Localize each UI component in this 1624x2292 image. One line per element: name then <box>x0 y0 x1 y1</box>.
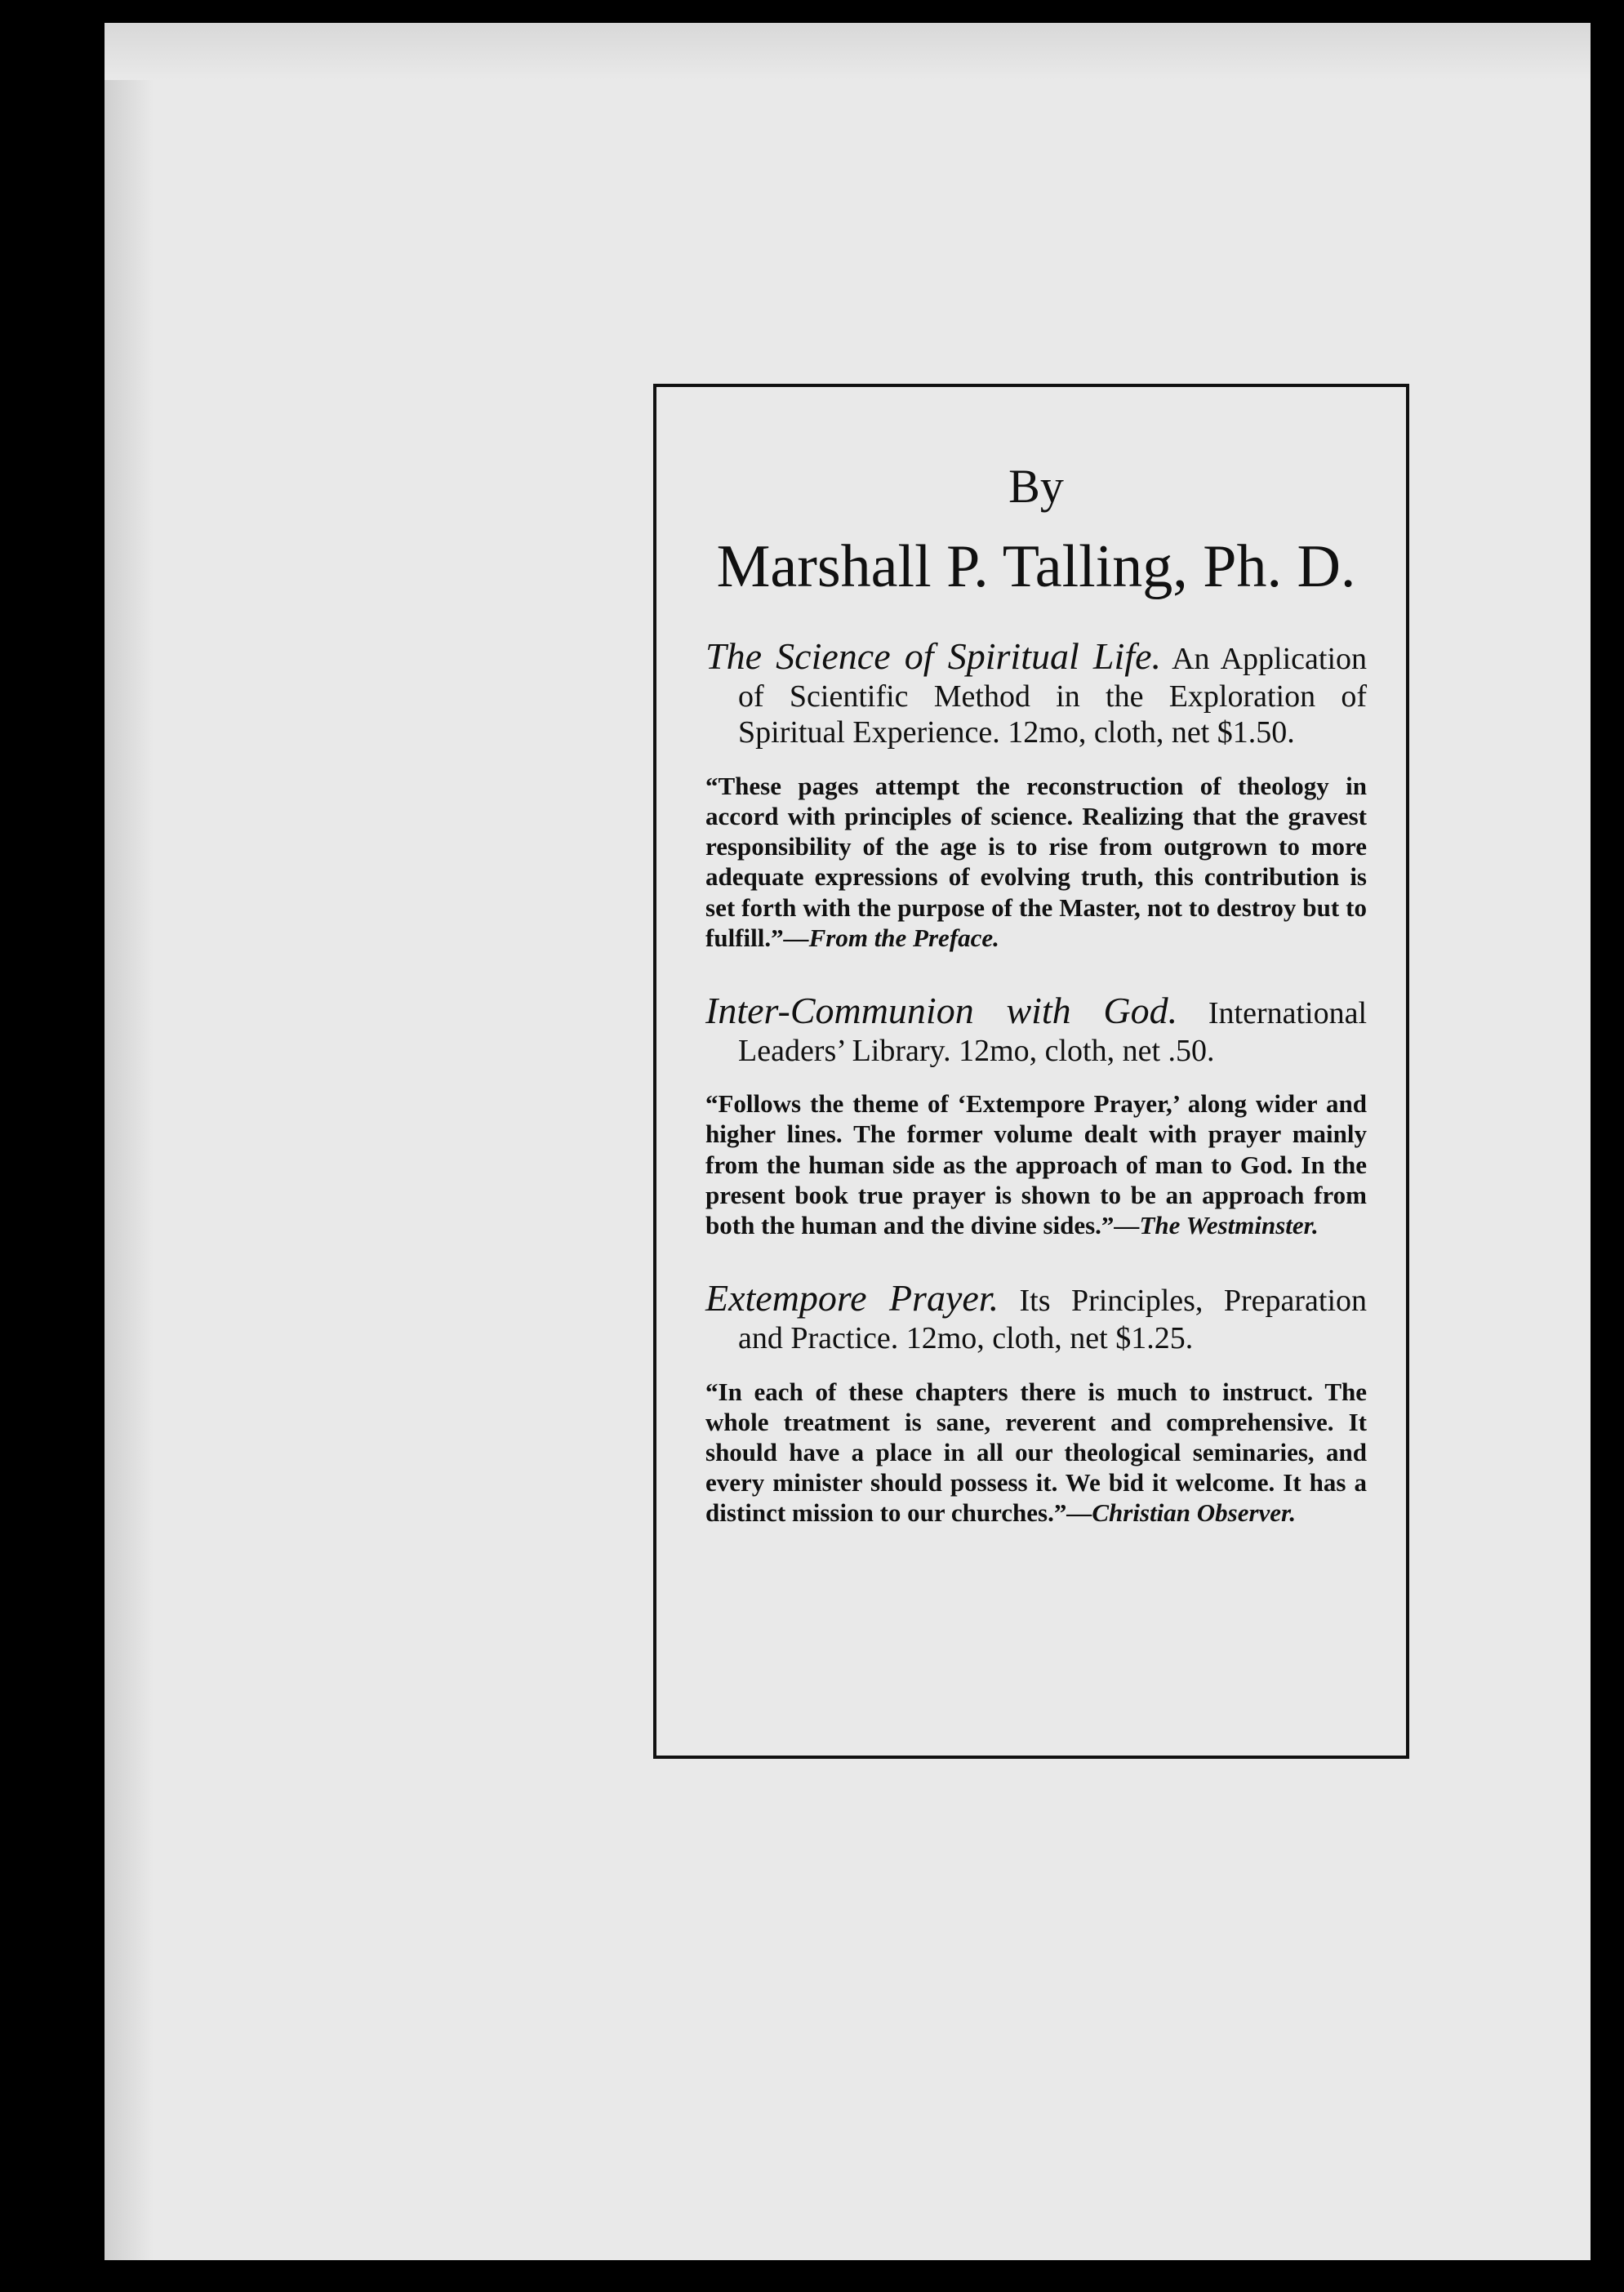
book-review-quote <box>705 1377 1367 1529</box>
quote-source: —The Westminster. <box>1114 1211 1319 1240</box>
author-name: Marshall P. Talling, Ph. D. <box>716 532 1356 600</box>
quote-text: “Follows the theme of ‘Extempore Prayer,’ along wider and higher lines. The former volume dealt with prayer mainly from the human side as the approach of man to God. In the present book true prayer is shown to be an approach from both the human and the divine sides.” <box>705 1089 1367 1240</box>
quote-text: “In each of these chapters there is much to instruct. The whole treatment is sane, reverent and comprehensive. It should have a place in all our theological seminaries, and every minister should possess it. We bid it welcome. It has a distinct mission to our churches.” <box>705 1377 1367 1528</box>
book-entry <box>705 634 1367 751</box>
book-listing <box>705 1276 1367 1528</box>
book-listing <box>705 989 1367 1240</box>
book-title: Extempore Prayer. <box>705 1277 999 1320</box>
book-title: Inter-Communion with God. <box>705 990 1178 1032</box>
advertisement-box <box>653 384 1409 1759</box>
quote-source: —Christian Observer. <box>1066 1498 1297 1528</box>
book-entry <box>705 989 1367 1069</box>
book-listing <box>705 634 1367 953</box>
quote-source: —From the Preface. <box>783 923 999 952</box>
book-details: International Leaders’ Library. 12mo, cloth, net .50. <box>738 996 1368 1068</box>
book-review-quote <box>705 1088 1367 1240</box>
book-details: An Application of Scientific Method in the Exploration of Spiritual Experience. 12mo, cloth, net $1.50. <box>738 642 1367 750</box>
book-review-quote <box>705 771 1367 953</box>
book-title: The Science of Spiritual Life. <box>705 635 1161 678</box>
book-details: Its Principles, Preparation and Practice. 12mo, cloth, net $1.25. <box>738 1284 1368 1356</box>
by-line: By <box>1008 460 1064 513</box>
scanned-page <box>105 23 1591 2260</box>
quote-text: “These pages attempt the reconstruction of theology in accord with principles of science. Realizing that the gravest responsibility of the age is to rise from outgrown to more adequate expressions of evolving truth, this contribution is set forth with the purpose of the Master, not to destroy but to fulfill.” <box>705 771 1367 952</box>
book-entry <box>705 1276 1367 1356</box>
